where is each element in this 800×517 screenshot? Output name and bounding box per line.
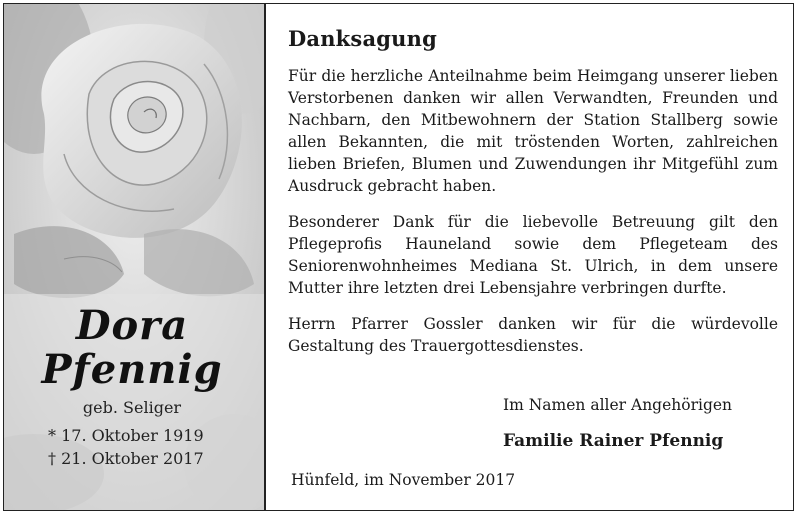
notice-text [288,26,778,371]
vertical-divider [264,4,266,510]
rose-photo-panel [4,4,264,510]
last-name: Pfennig [41,346,223,393]
first-name: Dora [75,302,189,349]
life-dates [48,424,204,470]
signature-line: Im Namen aller Angehörigen [503,396,733,414]
notice-frame [3,3,794,511]
death-date: † 21. Oktober 2017 [48,449,204,468]
maiden-name: geb. Seliger [82,398,182,417]
family-name: Familie Rainer Pfennig [503,431,724,451]
paragraph-care: Besonderer Dank für die liebevolle Betreuung gilt den Pflegeprofis Hauneland sowie dem Pflegeteam des Seniorenwohnheimes Mediana St. Ulrich, in dem unsere Mutter ihre letzten drei Lebensjahre verbringen durfte. [288,213,778,297]
notice-heading: Danksagung [288,26,437,51]
place-date: Hünfeld, im November 2017 [291,471,516,489]
paragraph-pastor: Herrn Pfarrer Gossler danken wir für die würdevolle Gestaltung des Trauergottesdienstes. [288,315,778,355]
paragraph-thanks: Für die herzliche Anteilnahme beim Heimgang unserer lieben Verstorbenen danken wir allen Verwandten, Freunden und Nachbarn, den Mitbewohnern der Station Stallberg sowie allen Bekannten, die mit tröstenden Worten, zahlreichen lieben Briefen, Blumen und Zuwendungen ihr Mitgefühl zum Ausdruck gebracht haben. [288,67,778,195]
birth-date: * 17. Oktober 1919 [48,426,204,445]
